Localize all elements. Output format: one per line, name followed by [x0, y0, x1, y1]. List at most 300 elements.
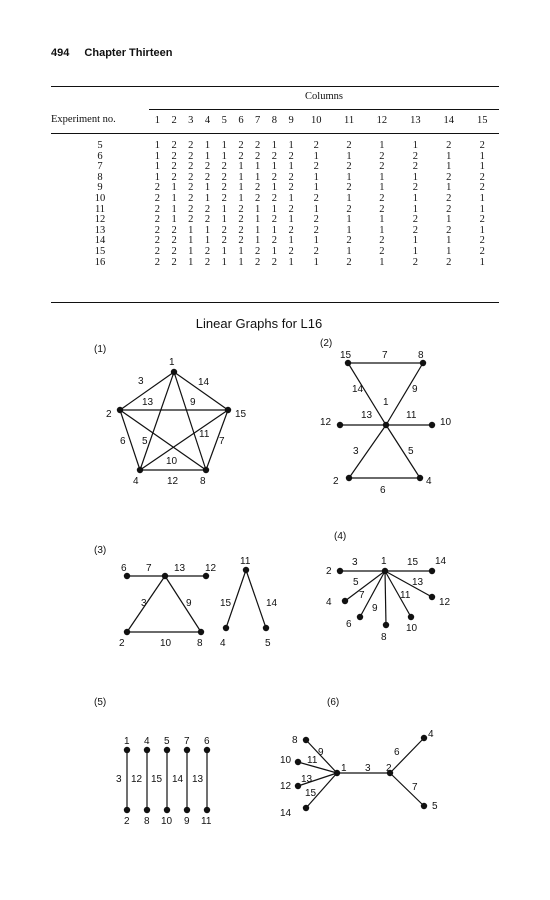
table-cell: 2 [204, 171, 211, 183]
column-header: 2 [171, 114, 177, 126]
table-cell: 1 [346, 150, 352, 162]
table-cell: 1 [171, 192, 177, 204]
table-cell: 2 [255, 140, 261, 151]
node-label: 10 [280, 755, 292, 766]
table-cell: 2 [221, 224, 227, 236]
node-label: 11 [240, 556, 251, 567]
table-cell: 2 [446, 171, 452, 183]
table-cell: 2 [204, 214, 211, 226]
edge-label: 13 [192, 774, 204, 785]
table-cell: 1 [288, 214, 294, 226]
edge-label: 9 [190, 397, 196, 408]
linear-graph-5 [94, 697, 212, 827]
edge-label: 13 [361, 410, 373, 421]
node-label: 8 [418, 350, 424, 361]
table-cell: 2 [346, 161, 352, 173]
table-cell: 2 [346, 182, 352, 194]
column-header: 3 [188, 114, 194, 126]
node-label: 4 [133, 476, 139, 487]
node-label: 2 [386, 763, 392, 774]
node-label: 4 [428, 729, 434, 740]
table-cell: 2 [288, 203, 294, 215]
table-cell: 2 [479, 171, 485, 183]
node-label: 13 [174, 563, 186, 574]
table-cell: 2 [188, 161, 194, 173]
table-cell: 1 [446, 182, 452, 194]
node-label: 4 [326, 597, 332, 608]
table-cell: 1 [288, 256, 294, 268]
edge-label: 5 [142, 436, 148, 447]
experiment-number: 7 [97, 161, 103, 173]
table-cell: 2 [379, 161, 385, 173]
table-cell: 2 [238, 140, 244, 151]
table-cell: 1 [412, 171, 418, 183]
table-cell: 1 [154, 161, 160, 173]
table-cell: 2 [221, 182, 227, 194]
table-cell: 2 [221, 235, 227, 247]
table-cell: 2 [379, 150, 385, 162]
experiment-number: 13 [94, 224, 106, 236]
table-cell: 2 [255, 245, 261, 257]
node-label: 2 [333, 476, 339, 487]
edge-label: 15 [407, 557, 419, 568]
table-cell: 1 [238, 245, 244, 257]
table-cell: 2 [204, 256, 211, 268]
table-cell: 1 [379, 140, 385, 151]
table-cell: 2 [412, 161, 418, 173]
table-cell: 2 [238, 150, 244, 162]
node-label: 2 [124, 816, 130, 827]
node-label: 4 [220, 638, 226, 649]
linear-graph-2 [320, 338, 452, 496]
table-cell: 2 [238, 235, 244, 247]
table-cell: 1 [271, 182, 278, 194]
table-cell: 1 [221, 214, 227, 226]
linear-graph-1 [94, 344, 247, 487]
graph-label: (6) [327, 697, 340, 708]
table-cell: 1 [238, 182, 244, 194]
table-cell: 1 [221, 203, 227, 215]
edge-label: 3 [352, 557, 358, 568]
node-label: 14 [435, 556, 447, 567]
experiment-no-header: Experiment no. [51, 114, 116, 126]
table-cell: 1 [171, 203, 177, 215]
edge-label: 11 [199, 429, 210, 440]
table-cell: 2 [346, 256, 352, 268]
node-label: 12 [205, 563, 217, 574]
table-cell: 1 [479, 150, 485, 162]
table-cell: 2 [171, 171, 177, 183]
table-cell: 2 [255, 150, 261, 162]
table-cell: 2 [479, 245, 485, 257]
table-cell: 2 [154, 214, 160, 226]
edge-label: 6 [380, 485, 386, 496]
table-cell: 1 [313, 182, 319, 194]
table-cell: 2 [479, 235, 485, 247]
table-cell: 1 [412, 245, 418, 257]
table-cell: 1 [188, 224, 194, 236]
table-cell: 1 [379, 171, 385, 183]
table-cell: 2 [379, 245, 385, 257]
table-cell: 1 [204, 224, 211, 236]
table-cell: 1 [188, 245, 194, 257]
table-cell: 1 [412, 192, 418, 204]
table-cell: 2 [271, 192, 278, 204]
table-cell: 2 [188, 171, 194, 183]
table-cell: 2 [171, 224, 177, 236]
chapter-title: Chapter Thirteen [84, 47, 173, 59]
edge-label: 10 [166, 456, 178, 467]
table-cell: 1 [412, 140, 418, 151]
edge-label: 13 [301, 774, 313, 785]
table-cell: 1 [171, 214, 177, 226]
table-cell: 2 [313, 245, 319, 257]
node-label: 12 [320, 417, 332, 428]
table-cell: 2 [204, 203, 211, 215]
table-cell: 1 [479, 224, 485, 236]
table-cell: 2 [154, 235, 160, 247]
table-cell: 1 [412, 235, 418, 247]
table-cell: 1 [313, 235, 319, 247]
table-cell: 2 [221, 192, 227, 204]
column-header: 4 [204, 114, 211, 126]
table-cell: 2 [154, 224, 160, 236]
node-label: 6 [204, 736, 210, 747]
node-label: 8 [381, 632, 387, 643]
experiment-number: 12 [94, 214, 106, 226]
experiment-number: 16 [94, 256, 106, 268]
table-cell: 2 [154, 182, 160, 194]
edge-label: 6 [120, 436, 126, 447]
experiment-number: 10 [94, 192, 106, 204]
table-cell: 2 [271, 235, 278, 247]
column-header: 15 [476, 114, 488, 126]
experiment-number: 14 [94, 235, 106, 247]
table-cell: 2 [288, 224, 294, 236]
table-cell: 1 [188, 235, 194, 247]
table-cell: 2 [412, 214, 418, 226]
table-cell: 1 [346, 171, 352, 183]
table-cell: 2 [255, 192, 261, 204]
table-cell: 1 [346, 214, 352, 226]
column-header: 9 [288, 114, 294, 126]
table-cell: 2 [479, 182, 485, 194]
column-header: 6 [238, 114, 244, 126]
edge-label: 3 [116, 774, 122, 785]
table-cell: 2 [271, 256, 278, 268]
table-cell: 2 [238, 224, 244, 236]
column-header: 13 [410, 114, 421, 126]
table-cell: 1 [204, 192, 211, 204]
node-label: 8 [200, 476, 206, 487]
node-label: 6 [121, 563, 127, 574]
edge-label: 7 [412, 782, 418, 793]
edge-label: 6 [394, 747, 400, 758]
node-label: 2 [119, 638, 125, 649]
table-cell: 1 [288, 140, 294, 151]
edge-label: 10 [160, 638, 172, 649]
edge-label: 14 [352, 384, 364, 395]
edge-label: 3 [365, 763, 371, 774]
table-cell: 2 [446, 192, 452, 204]
table-cell: 2 [288, 245, 294, 257]
node-label: 10 [406, 623, 418, 634]
edge-label: 11 [406, 410, 417, 421]
table-cell: 1 [204, 235, 211, 247]
table-cell: 2 [171, 150, 177, 162]
table-cell: 2 [379, 235, 385, 247]
table-cell: 2 [313, 140, 319, 151]
edge-label: 3 [138, 376, 144, 387]
table-cell: 1 [271, 140, 278, 151]
table-cell: 1 [271, 161, 278, 173]
node-label: 15 [340, 350, 352, 361]
table-cell: 1 [313, 171, 319, 183]
table-cell: 2 [271, 171, 278, 183]
experiment-number: 6 [97, 150, 103, 162]
table-cell: 2 [479, 140, 485, 151]
edge-label: 3 [353, 446, 359, 457]
table-cell: 1 [479, 256, 485, 268]
graphs-title: Linear Graphs for L16 [195, 316, 323, 331]
table-cell: 1 [255, 235, 261, 247]
graph-label: (5) [94, 697, 107, 708]
table-cell: 2 [412, 256, 418, 268]
column-header: 11 [343, 114, 355, 126]
table-cell: 2 [188, 192, 194, 204]
table-cell: 1 [446, 245, 452, 257]
edge-label: 15 [220, 598, 232, 609]
table-cell: 2 [221, 161, 227, 173]
table-cell: 1 [346, 224, 352, 236]
table-cell: 1 [346, 192, 352, 204]
node-label: 2 [326, 566, 332, 577]
table-cell: 1 [479, 203, 485, 215]
node-label: 5 [432, 801, 438, 812]
table-cell: 1 [154, 140, 160, 151]
node-label: 6 [346, 619, 352, 630]
table-cell: 1 [271, 203, 278, 215]
table-cell: 2 [313, 161, 319, 173]
node-label: 1 [381, 556, 387, 567]
table-cell: 1 [221, 150, 227, 162]
edge-label: 3 [141, 598, 147, 609]
table-cell: 1 [288, 192, 294, 204]
table-cell: 2 [171, 245, 177, 257]
table-cell: 1 [188, 256, 194, 268]
edge-label: 5 [353, 577, 359, 588]
table-cell: 2 [271, 214, 278, 226]
node-label: 5 [265, 638, 271, 649]
node-label: 11 [201, 816, 212, 827]
table-cell: 2 [171, 161, 177, 173]
edge-label: 9 [372, 603, 378, 614]
table-cell: 1 [154, 150, 160, 162]
column-header: 10 [310, 114, 322, 126]
edge-label: 15 [151, 774, 163, 785]
table-cell: 2 [412, 150, 418, 162]
table-cell: 1 [446, 235, 452, 247]
edge-label: 15 [305, 788, 317, 799]
table-cell: 2 [188, 214, 194, 226]
experiment-number: 15 [94, 245, 106, 257]
table-cell: 1 [171, 182, 177, 194]
table-cell: 1 [313, 203, 319, 215]
table-cell: 1 [446, 161, 452, 173]
table-cell: 2 [171, 256, 177, 268]
table-cell: 2 [446, 140, 452, 151]
table-cell: 1 [271, 245, 278, 257]
table-cell: 2 [188, 140, 194, 151]
table-cell: 2 [288, 150, 294, 162]
node-label: 8 [292, 735, 298, 746]
node-label: 1 [341, 763, 347, 774]
linear-graph-4 [326, 531, 451, 643]
node-label: 10 [161, 816, 173, 827]
edge-label: 7 [146, 563, 152, 574]
table-cell: 2 [154, 192, 160, 204]
table-cell: 2 [154, 203, 160, 215]
table-cell: 1 [313, 256, 319, 268]
table-cell: 2 [346, 235, 352, 247]
node-label: 8 [197, 638, 203, 649]
edge-label: 7 [219, 436, 225, 447]
node-label: 8 [144, 816, 150, 827]
table-cell: 1 [446, 214, 452, 226]
table-cell: 1 [288, 161, 294, 173]
table-cell: 1 [379, 256, 385, 268]
graph-label: (2) [320, 338, 333, 349]
table-cell: 1 [238, 171, 244, 183]
edge-label: 14 [172, 774, 184, 785]
table-cell: 2 [446, 203, 452, 215]
table-cell: 2 [154, 245, 160, 257]
linear-graph-6 [280, 697, 438, 819]
edge-label: 12 [167, 476, 179, 487]
table-cell: 2 [188, 203, 194, 215]
table-cell: 2 [204, 161, 211, 173]
table-cell: 2 [313, 192, 319, 204]
table-cell: 1 [271, 224, 278, 236]
edge-label: 13 [412, 577, 424, 588]
table-cell: 2 [379, 192, 385, 204]
edge-label: 9 [186, 598, 192, 609]
node-label: 5 [164, 736, 170, 747]
table-cell: 1 [346, 245, 352, 257]
table-cell: 1 [379, 214, 385, 226]
table-cell: 1 [255, 161, 261, 173]
experiment-number: 11 [94, 203, 106, 215]
experiment-number: 9 [97, 182, 103, 194]
graph-label: (3) [94, 545, 107, 556]
node-label: 9 [184, 816, 190, 827]
column-header: 12 [376, 114, 388, 126]
table-cell: 1 [446, 150, 452, 162]
column-header: 14 [443, 114, 454, 126]
column-header: 5 [221, 114, 227, 126]
edge-label: 7 [382, 350, 388, 361]
table-cell: 2 [346, 203, 352, 215]
table-cell: 2 [412, 182, 418, 194]
page-number: 494 [51, 47, 70, 59]
table-cell: 2 [379, 203, 385, 215]
edge-label: 9 [412, 384, 418, 395]
edge-label: 9 [318, 747, 324, 758]
node-label: 4 [144, 736, 150, 747]
table-cell: 2 [288, 182, 294, 194]
table-cell: 1 [221, 140, 227, 151]
table-cell: 2 [255, 182, 261, 194]
table-cell: 1 [313, 150, 319, 162]
table-cell: 1 [238, 161, 244, 173]
node-label: 10 [440, 417, 452, 428]
table-cell: 2 [221, 171, 227, 183]
table-cell: 1 [412, 203, 418, 215]
table-cell: 2 [171, 140, 177, 151]
graph-label: (1) [94, 344, 107, 355]
node-label: 12 [439, 597, 451, 608]
linear-graph-3 [94, 545, 278, 649]
table-cell: 1 [479, 161, 485, 173]
table-cell: 1 [255, 214, 261, 226]
graph-label: (4) [334, 531, 347, 542]
node-label: 12 [280, 781, 292, 792]
table-cell: 2 [238, 214, 244, 226]
table-cell: 1 [255, 171, 261, 183]
table-cell: 2 [188, 182, 194, 194]
experiment-number: 8 [97, 171, 103, 183]
table-cell: 2 [188, 150, 194, 162]
table-cell: 2 [288, 171, 294, 183]
table-cell: 2 [154, 256, 160, 268]
table-cell: 1 [379, 224, 385, 236]
edge-label: 12 [131, 774, 143, 785]
table-cell: 1 [204, 182, 211, 194]
column-header: 7 [255, 114, 261, 126]
experiment-number: 5 [97, 140, 103, 151]
table-cell: 1 [204, 140, 211, 151]
table-cell: 2 [313, 214, 319, 226]
table-cell: 2 [313, 224, 319, 236]
edge-label: 7 [359, 590, 365, 601]
columns-group-header: Columns [149, 87, 499, 109]
edge-label: 13 [142, 397, 154, 408]
table-cell: 1 [154, 171, 160, 183]
table-cell: 1 [255, 203, 261, 215]
table-cell: 1 [379, 182, 385, 194]
node-label: 4 [426, 476, 432, 487]
node-label: 2 [106, 409, 112, 420]
table-cell: 2 [271, 150, 278, 162]
table-cell: 1 [255, 224, 261, 236]
table-cell: 2 [446, 224, 452, 236]
edge-label: 5 [408, 446, 414, 457]
edge-label: 14 [198, 377, 210, 388]
edge-label: 1 [383, 397, 389, 408]
edge-label: 11 [307, 755, 318, 766]
node-label: 15 [235, 409, 247, 420]
table-cell: 1 [238, 256, 244, 268]
table-cell: 1 [204, 150, 211, 162]
table-cell: 1 [288, 235, 294, 247]
node-label: 1 [169, 357, 175, 368]
table-cell: 2 [171, 235, 177, 247]
table-cell: 2 [204, 245, 211, 257]
table-cell: 1 [221, 256, 227, 268]
table-cell: 1 [221, 245, 227, 257]
table-cell: 2 [255, 256, 261, 268]
column-header: 8 [271, 114, 278, 126]
